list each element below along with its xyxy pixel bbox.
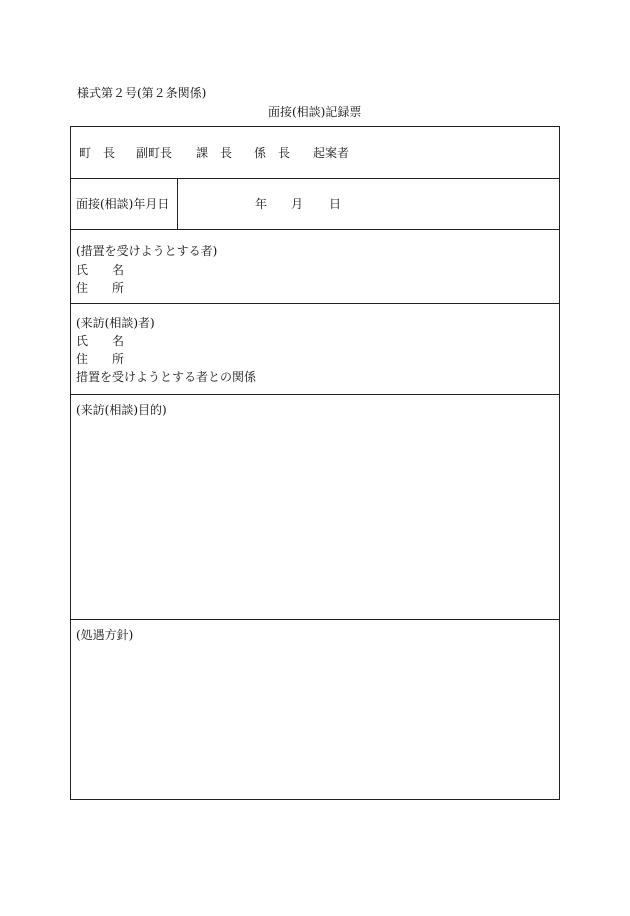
date-month-label: 月: [291, 197, 304, 211]
subject-heading: (措置を受けようとする者): [76, 244, 218, 258]
visitor-section: [71, 304, 559, 395]
approval-row: [71, 127, 559, 179]
visitor-name-label: 氏 名: [76, 334, 125, 348]
subject-person-section: [71, 230, 559, 304]
subject-name-label: 氏 名: [76, 263, 125, 277]
approval-mayor-label: 町 長: [79, 146, 116, 160]
date-day-label: 日: [329, 197, 342, 211]
document-title: 面接(相談)記録票: [268, 105, 362, 119]
visitor-relation-label: 措置を受けようとする者との関係: [76, 370, 257, 384]
visitor-heading: (来訪(相談)者): [76, 316, 155, 330]
treatment-policy-heading: (処遇方針): [76, 628, 134, 642]
subject-address-label: 住 所: [76, 281, 125, 295]
approval-deputy-mayor-label: 副町長: [136, 146, 173, 160]
interview-date-divider: [177, 179, 178, 229]
approval-drafter-label: 起案者: [313, 146, 350, 160]
approval-unit-chief-label: 係 長: [254, 146, 291, 160]
visit-purpose-heading: (来訪(相談)目的): [76, 403, 167, 417]
interview-date-label: 面接(相談)年月日: [76, 197, 170, 211]
record-form-table: [70, 126, 560, 800]
treatment-policy-section: [71, 620, 559, 800]
interview-date-row: [71, 179, 559, 230]
visitor-address-label: 住 所: [76, 352, 125, 366]
form-number-label: 様式第２号(第２条関係): [77, 86, 207, 100]
date-year-label: 年: [255, 197, 268, 211]
visit-purpose-section: [71, 395, 559, 620]
approval-section-chief-label: 課 長: [196, 146, 233, 160]
